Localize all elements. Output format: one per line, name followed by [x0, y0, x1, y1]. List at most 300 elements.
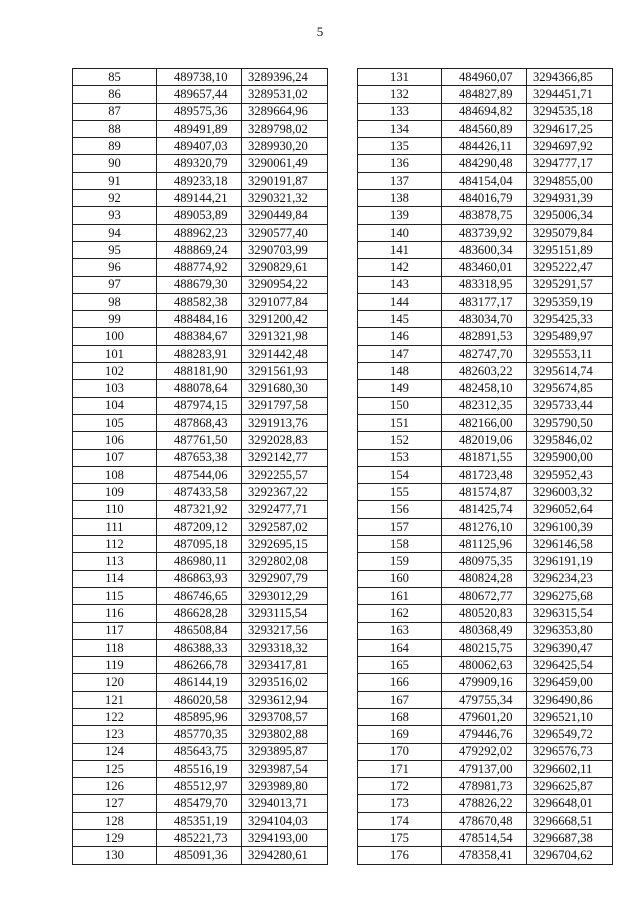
table-row	[73, 190, 328, 207]
point-number-cell: 169	[358, 726, 442, 743]
x-coordinate-cell: 487868,43	[157, 414, 242, 431]
x-coordinate-cell: 485091,36	[157, 847, 242, 864]
point-number-cell: 161	[358, 587, 442, 604]
x-coordinate-cell: 482747,70	[442, 345, 527, 362]
x-coordinate-cell: 486628,28	[157, 605, 242, 622]
point-number-cell: 109	[73, 484, 157, 501]
x-coordinate-cell: 478670,48	[442, 812, 527, 829]
x-coordinate-cell: 488582,38	[157, 293, 242, 310]
x-coordinate-cell: 485516,19	[157, 760, 242, 777]
y-coordinate-cell: 3292477,71	[242, 501, 328, 518]
y-coordinate-cell: 3295359,19	[527, 293, 613, 310]
y-coordinate-cell: 3295553,11	[527, 345, 613, 362]
y-coordinate-cell: 3292142,77	[242, 449, 328, 466]
y-coordinate-cell: 3293708,57	[242, 708, 328, 725]
point-number-cell: 138	[358, 190, 442, 207]
y-coordinate-cell: 3296353,80	[527, 622, 613, 639]
point-number-cell: 128	[73, 812, 157, 829]
x-coordinate-cell: 483739,92	[442, 224, 527, 241]
x-coordinate-cell: 483460,01	[442, 259, 527, 276]
x-coordinate-cell: 488384,67	[157, 328, 242, 345]
x-coordinate-cell: 481276,10	[442, 518, 527, 535]
table-row	[73, 207, 328, 224]
table-row	[358, 224, 613, 241]
table-row	[73, 363, 328, 380]
table-row	[73, 708, 328, 725]
y-coordinate-cell: 3296648,01	[527, 795, 613, 812]
table-row	[358, 449, 613, 466]
x-coordinate-cell: 486980,11	[157, 553, 242, 570]
table-row	[73, 276, 328, 293]
point-number-cell: 158	[358, 536, 442, 553]
y-coordinate-cell: 3296191,19	[527, 553, 613, 570]
table-row	[73, 847, 328, 864]
y-coordinate-cell: 3294855,00	[527, 172, 613, 189]
table-row	[73, 466, 328, 483]
x-coordinate-cell: 484290,48	[442, 155, 527, 172]
x-coordinate-cell: 486863,93	[157, 570, 242, 587]
point-number-cell: 125	[73, 760, 157, 777]
point-number-cell: 114	[73, 570, 157, 587]
x-coordinate-cell: 484016,79	[442, 190, 527, 207]
y-coordinate-cell: 3295846,02	[527, 432, 613, 449]
x-coordinate-cell: 486508,84	[157, 622, 242, 639]
y-coordinate-cell: 3292695,15	[242, 536, 328, 553]
table-row	[358, 726, 613, 743]
y-coordinate-cell: 3289930,20	[242, 138, 328, 155]
point-number-cell: 89	[73, 138, 157, 155]
x-coordinate-cell: 483318,95	[442, 276, 527, 293]
point-number-cell: 131	[358, 69, 442, 86]
x-coordinate-cell: 489738,10	[157, 69, 242, 86]
x-coordinate-cell: 481871,55	[442, 449, 527, 466]
point-number-cell: 145	[358, 311, 442, 328]
table-row	[73, 570, 328, 587]
y-coordinate-cell: 3296146,58	[527, 536, 613, 553]
table-row	[358, 674, 613, 691]
x-coordinate-cell: 483878,75	[442, 207, 527, 224]
table-row	[73, 726, 328, 743]
table-row	[73, 657, 328, 674]
table-row	[73, 103, 328, 120]
y-coordinate-cell: 3291077,84	[242, 293, 328, 310]
x-coordinate-cell: 480062,63	[442, 657, 527, 674]
table-row	[358, 639, 613, 656]
point-number-cell: 157	[358, 518, 442, 535]
table-row	[358, 276, 613, 293]
y-coordinate-cell: 3293217,56	[242, 622, 328, 639]
point-number-cell: 174	[358, 812, 442, 829]
y-coordinate-cell: 3295790,50	[527, 414, 613, 431]
x-coordinate-cell: 488078,64	[157, 380, 242, 397]
table-row	[358, 587, 613, 604]
y-coordinate-cell: 3294931,39	[527, 190, 613, 207]
table-row	[358, 708, 613, 725]
point-number-cell: 118	[73, 639, 157, 656]
point-number-cell: 112	[73, 536, 157, 553]
point-number-cell: 115	[73, 587, 157, 604]
x-coordinate-cell: 479755,34	[442, 691, 527, 708]
point-number-cell: 148	[358, 363, 442, 380]
x-coordinate-cell: 482603,22	[442, 363, 527, 380]
y-coordinate-cell: 3293516,02	[242, 674, 328, 691]
point-number-cell: 99	[73, 311, 157, 328]
table-row	[73, 674, 328, 691]
y-coordinate-cell: 3293802,88	[242, 726, 328, 743]
y-coordinate-cell: 3296549,72	[527, 726, 613, 743]
x-coordinate-cell: 478826,22	[442, 795, 527, 812]
point-number-cell: 126	[73, 778, 157, 795]
x-coordinate-cell: 483600,34	[442, 241, 527, 258]
y-coordinate-cell: 3295151,89	[527, 241, 613, 258]
coordinates-table-right	[357, 68, 613, 865]
point-number-cell: 168	[358, 708, 442, 725]
point-number-cell: 106	[73, 432, 157, 449]
y-coordinate-cell: 3296668,51	[527, 812, 613, 829]
y-coordinate-cell: 3292802,08	[242, 553, 328, 570]
x-coordinate-cell: 478358,41	[442, 847, 527, 864]
point-number-cell: 87	[73, 103, 157, 120]
table-row	[73, 743, 328, 760]
x-coordinate-cell: 482458,10	[442, 380, 527, 397]
x-coordinate-cell: 485770,35	[157, 726, 242, 743]
x-coordinate-cell: 484154,04	[442, 172, 527, 189]
y-coordinate-cell: 3296704,62	[527, 847, 613, 864]
x-coordinate-cell: 489144,21	[157, 190, 242, 207]
table-row	[73, 293, 328, 310]
y-coordinate-cell: 3295291,57	[527, 276, 613, 293]
table-row	[73, 345, 328, 362]
table-row	[73, 518, 328, 535]
page-number: 5	[316, 24, 324, 39]
table-row	[358, 86, 613, 103]
point-number-cell: 137	[358, 172, 442, 189]
point-number-cell: 160	[358, 570, 442, 587]
point-number-cell: 144	[358, 293, 442, 310]
point-number-cell: 100	[73, 328, 157, 345]
point-number-cell: 165	[358, 657, 442, 674]
point-number-cell: 85	[73, 69, 157, 86]
point-number-cell: 149	[358, 380, 442, 397]
table-row	[358, 363, 613, 380]
point-number-cell: 173	[358, 795, 442, 812]
x-coordinate-cell: 480672,77	[442, 587, 527, 604]
table-row	[358, 414, 613, 431]
x-coordinate-cell: 482312,35	[442, 397, 527, 414]
x-coordinate-cell: 484694,82	[442, 103, 527, 120]
y-coordinate-cell: 3293987,54	[242, 760, 328, 777]
x-coordinate-cell: 485221,73	[157, 830, 242, 847]
y-coordinate-cell: 3295006,34	[527, 207, 613, 224]
table-row	[73, 69, 328, 86]
x-coordinate-cell: 488962,23	[157, 224, 242, 241]
table-row	[358, 570, 613, 587]
x-coordinate-cell: 478514,54	[442, 830, 527, 847]
x-coordinate-cell: 479292,02	[442, 743, 527, 760]
point-number-cell: 96	[73, 259, 157, 276]
y-coordinate-cell: 3296234,23	[527, 570, 613, 587]
table-row	[73, 259, 328, 276]
point-number-cell: 151	[358, 414, 442, 431]
y-coordinate-cell: 3296052,64	[527, 501, 613, 518]
y-coordinate-cell: 3292028,83	[242, 432, 328, 449]
y-coordinate-cell: 3296003,32	[527, 484, 613, 501]
y-coordinate-cell: 3296425,54	[527, 657, 613, 674]
y-coordinate-cell: 3291913,76	[242, 414, 328, 431]
x-coordinate-cell: 480520,83	[442, 605, 527, 622]
table-row	[73, 622, 328, 639]
table-row	[73, 138, 328, 155]
x-coordinate-cell: 479601,20	[442, 708, 527, 725]
table-row	[358, 466, 613, 483]
x-coordinate-cell: 486144,19	[157, 674, 242, 691]
point-number-cell: 116	[73, 605, 157, 622]
point-number-cell: 94	[73, 224, 157, 241]
table-row	[358, 778, 613, 795]
x-coordinate-cell: 488181,90	[157, 363, 242, 380]
x-coordinate-cell: 480368,49	[442, 622, 527, 639]
x-coordinate-cell: 487095,18	[157, 536, 242, 553]
table-row	[73, 484, 328, 501]
point-number-cell: 141	[358, 241, 442, 258]
y-coordinate-cell: 3294193,00	[242, 830, 328, 847]
table-row	[358, 155, 613, 172]
point-number-cell: 175	[358, 830, 442, 847]
point-number-cell: 167	[358, 691, 442, 708]
x-coordinate-cell: 487653,38	[157, 449, 242, 466]
y-coordinate-cell: 3290577,40	[242, 224, 328, 241]
y-coordinate-cell: 3296315,54	[527, 605, 613, 622]
x-coordinate-cell: 489491,89	[157, 120, 242, 137]
x-coordinate-cell: 484426,11	[442, 138, 527, 155]
y-coordinate-cell: 3290061,49	[242, 155, 328, 172]
point-number-cell: 159	[358, 553, 442, 570]
point-number-cell: 97	[73, 276, 157, 293]
y-coordinate-cell: 3296390,47	[527, 639, 613, 656]
point-number-cell: 140	[358, 224, 442, 241]
y-coordinate-cell: 3296625,87	[527, 778, 613, 795]
x-coordinate-cell: 488679,30	[157, 276, 242, 293]
table-row	[73, 414, 328, 431]
table-row	[358, 328, 613, 345]
point-number-cell: 135	[358, 138, 442, 155]
y-coordinate-cell: 3292255,57	[242, 466, 328, 483]
table-row	[358, 311, 613, 328]
y-coordinate-cell: 3293989,80	[242, 778, 328, 795]
point-number-cell: 113	[73, 553, 157, 570]
point-number-cell: 105	[73, 414, 157, 431]
table-row	[73, 311, 328, 328]
x-coordinate-cell: 481125,96	[442, 536, 527, 553]
table-row	[358, 432, 613, 449]
table-row	[73, 691, 328, 708]
table-row	[73, 397, 328, 414]
x-coordinate-cell: 479446,76	[442, 726, 527, 743]
table-row	[358, 138, 613, 155]
x-coordinate-cell: 486020,58	[157, 691, 242, 708]
point-number-cell: 123	[73, 726, 157, 743]
point-number-cell: 111	[73, 518, 157, 535]
table-row	[358, 259, 613, 276]
y-coordinate-cell: 3292587,02	[242, 518, 328, 535]
table-row	[73, 605, 328, 622]
x-coordinate-cell: 480975,35	[442, 553, 527, 570]
table-row	[73, 587, 328, 604]
y-coordinate-cell: 3290321,32	[242, 190, 328, 207]
y-coordinate-cell: 3296459,00	[527, 674, 613, 691]
table-row	[358, 795, 613, 812]
table-row	[73, 795, 328, 812]
y-coordinate-cell: 3293895,87	[242, 743, 328, 760]
x-coordinate-cell: 481425,74	[442, 501, 527, 518]
y-coordinate-cell: 3291442,48	[242, 345, 328, 362]
y-coordinate-cell: 3289798,02	[242, 120, 328, 137]
x-coordinate-cell: 487321,92	[157, 501, 242, 518]
table-row	[358, 605, 613, 622]
table-row	[73, 432, 328, 449]
point-number-cell: 152	[358, 432, 442, 449]
table-row	[358, 743, 613, 760]
table-row	[358, 345, 613, 362]
x-coordinate-cell: 487761,50	[157, 432, 242, 449]
point-number-cell: 136	[358, 155, 442, 172]
y-coordinate-cell: 3290703,99	[242, 241, 328, 258]
point-number-cell: 166	[358, 674, 442, 691]
y-coordinate-cell: 3290829,61	[242, 259, 328, 276]
table-row	[73, 172, 328, 189]
table-row	[73, 639, 328, 656]
point-number-cell: 95	[73, 241, 157, 258]
x-coordinate-cell: 489575,36	[157, 103, 242, 120]
point-number-cell: 143	[358, 276, 442, 293]
x-coordinate-cell: 488774,92	[157, 259, 242, 276]
y-coordinate-cell: 3293417,81	[242, 657, 328, 674]
y-coordinate-cell: 3291680,30	[242, 380, 328, 397]
x-coordinate-cell: 487544,06	[157, 466, 242, 483]
table-row	[73, 120, 328, 137]
x-coordinate-cell: 486746,65	[157, 587, 242, 604]
point-number-cell: 171	[358, 760, 442, 777]
x-coordinate-cell: 486266,78	[157, 657, 242, 674]
x-coordinate-cell: 489657,44	[157, 86, 242, 103]
y-coordinate-cell: 3294617,25	[527, 120, 613, 137]
y-coordinate-cell: 3295733,44	[527, 397, 613, 414]
table-row	[358, 501, 613, 518]
x-coordinate-cell: 480215,75	[442, 639, 527, 656]
y-coordinate-cell: 3292367,22	[242, 484, 328, 501]
point-number-cell: 156	[358, 501, 442, 518]
point-number-cell: 121	[73, 691, 157, 708]
point-number-cell: 153	[358, 449, 442, 466]
table-row	[73, 760, 328, 777]
y-coordinate-cell: 3296275,68	[527, 587, 613, 604]
x-coordinate-cell: 486388,33	[157, 639, 242, 656]
table-row	[358, 536, 613, 553]
x-coordinate-cell: 481723,48	[442, 466, 527, 483]
y-coordinate-cell: 3296100,39	[527, 518, 613, 535]
y-coordinate-cell: 3294104,03	[242, 812, 328, 829]
x-coordinate-cell: 478981,73	[442, 778, 527, 795]
y-coordinate-cell: 3290449,84	[242, 207, 328, 224]
table-row	[73, 241, 328, 258]
x-coordinate-cell: 485643,75	[157, 743, 242, 760]
table-row	[73, 449, 328, 466]
x-coordinate-cell: 479137,00	[442, 760, 527, 777]
y-coordinate-cell: 3294013,71	[242, 795, 328, 812]
y-coordinate-cell: 3295425,33	[527, 311, 613, 328]
x-coordinate-cell: 488484,16	[157, 311, 242, 328]
y-coordinate-cell: 3295900,00	[527, 449, 613, 466]
point-number-cell: 146	[358, 328, 442, 345]
table-row	[358, 760, 613, 777]
x-coordinate-cell: 487209,12	[157, 518, 242, 535]
point-number-cell: 92	[73, 190, 157, 207]
x-coordinate-cell: 489053,89	[157, 207, 242, 224]
y-coordinate-cell: 3293012,29	[242, 587, 328, 604]
point-number-cell: 98	[73, 293, 157, 310]
y-coordinate-cell: 3290954,22	[242, 276, 328, 293]
y-coordinate-cell: 3295614,74	[527, 363, 613, 380]
point-number-cell: 162	[358, 605, 442, 622]
x-coordinate-cell: 480824,28	[442, 570, 527, 587]
x-coordinate-cell: 483177,17	[442, 293, 527, 310]
point-number-cell: 104	[73, 397, 157, 414]
y-coordinate-cell: 3296521,10	[527, 708, 613, 725]
table-row	[358, 120, 613, 137]
point-number-cell: 129	[73, 830, 157, 847]
x-coordinate-cell: 482891,53	[442, 328, 527, 345]
table-row	[358, 172, 613, 189]
y-coordinate-cell: 3296490,86	[527, 691, 613, 708]
point-number-cell: 164	[358, 639, 442, 656]
y-coordinate-cell: 3295222,47	[527, 259, 613, 276]
point-number-cell: 176	[358, 847, 442, 864]
table-row	[73, 778, 328, 795]
point-number-cell: 107	[73, 449, 157, 466]
y-coordinate-cell: 3296687,38	[527, 830, 613, 847]
x-coordinate-cell: 482019,06	[442, 432, 527, 449]
y-coordinate-cell: 3291797,58	[242, 397, 328, 414]
y-coordinate-cell: 3295674,85	[527, 380, 613, 397]
table-row	[358, 812, 613, 829]
table-row	[73, 155, 328, 172]
x-coordinate-cell: 485512,97	[157, 778, 242, 795]
x-coordinate-cell: 479909,16	[442, 674, 527, 691]
table-row	[73, 224, 328, 241]
point-number-cell: 117	[73, 622, 157, 639]
table-row	[358, 397, 613, 414]
point-number-cell: 122	[73, 708, 157, 725]
point-number-cell: 108	[73, 466, 157, 483]
y-coordinate-cell: 3293612,94	[242, 691, 328, 708]
x-coordinate-cell: 487433,58	[157, 484, 242, 501]
x-coordinate-cell: 489407,03	[157, 138, 242, 155]
point-number-cell: 139	[358, 207, 442, 224]
y-coordinate-cell: 3293115,54	[242, 605, 328, 622]
point-number-cell: 155	[358, 484, 442, 501]
y-coordinate-cell: 3289531,02	[242, 86, 328, 103]
table-row	[73, 380, 328, 397]
x-coordinate-cell: 484960,07	[442, 69, 527, 86]
table-row	[358, 69, 613, 86]
table-row	[358, 293, 613, 310]
table-row	[358, 553, 613, 570]
y-coordinate-cell: 3295952,43	[527, 466, 613, 483]
point-number-cell: 102	[73, 363, 157, 380]
y-coordinate-cell: 3294451,71	[527, 86, 613, 103]
point-number-cell: 86	[73, 86, 157, 103]
x-coordinate-cell: 485351,19	[157, 812, 242, 829]
